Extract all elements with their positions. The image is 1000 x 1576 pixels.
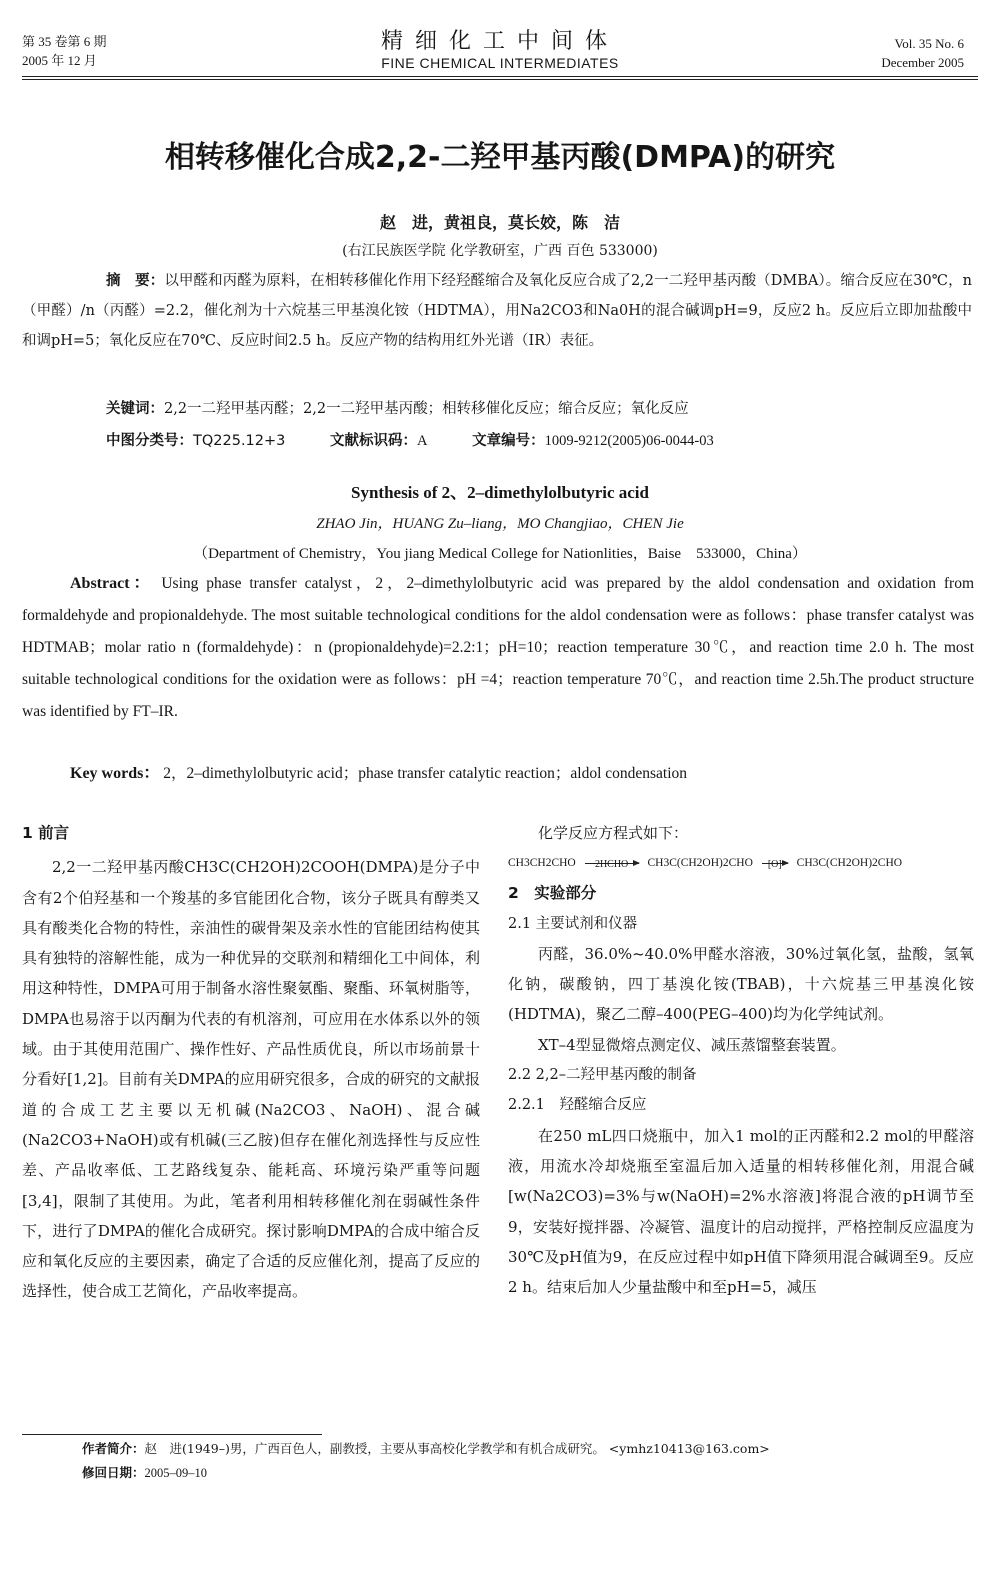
footnote-revised-date: 2005–09–10 [144, 1466, 208, 1480]
eq-product: CH3C(CH2OH)2CHO [796, 857, 903, 870]
footnote-author-text: 赵 进(1949–)男，广西百色人，副教授，主要从事高校化学教学和有机合成研究。 <ymhz10413@163.com> [144, 1441, 770, 1456]
introduction-paragraph: 2,2一二羟甲基丙酸CH3C(CH2OH)2COOH(DMPA)是分子中含有2个伯羟基和一个羧基的多官能团化合物，该分子既具有醇类又具有酸类化合物的特性，亲油性的碳骨架及亲水性的官能团结构使其具有独特的溶解性能，成为一种优异的交联剂和精细化工中间体，利用这种特性，DMPA可用于制备水溶性聚氨酯、聚酯、环氧树脂等，DMPA也易溶于以丙酮为代表的有机溶剂，可应用在水体系以外的领域。由于其使用范围广、操作性好、产品性质优良，所以市场前景十分看好[1,2]。目前有关DMPA的应用研究很多，合成的研究的文献报道的合成工艺主要以无机碱(Na2CO3、NaOH)、混合碱(Na2CO3+NaOH)或有机碱(三乙胺)但存在催化剂选择性与反应性差、产品收率低、工艺路线复杂、能耗高、环境污染严重等问题[3,4]，限制了其使用。为此，笔者利用相转移催化剂在弱碱性条件下，进行了DMPA的催化合成研究。探讨影响DMPA的合成中缩合反应和氧化反应的主要因素，确定了合适的反应催化剂，提高了反应的选择性，使合成工艺简化，产品收率提高。 [22, 858, 480, 1301]
english-keywords-text: 2，2–dimethylolbutyric acid；phase transfer catalytic reaction；aldol condensation [163, 765, 688, 782]
journal-title-en: FINE CHEMICAL INTERMEDIATES [381, 55, 619, 71]
keywords-cn [106, 398, 976, 420]
english-abstract [22, 568, 974, 728]
abstract-cn [22, 266, 972, 356]
english-abstract-label: Abstract： [70, 575, 154, 592]
issue-date-cn: 2005 年 12 月 [22, 53, 97, 68]
left-column [22, 818, 480, 1307]
english-title: Synthesis of 2、2–dimethylolbutyric acid [351, 483, 649, 502]
clc-value: TQ225.12+3 [193, 433, 286, 449]
eq-arrow-2 [762, 859, 788, 871]
footnote-revised [22, 1462, 972, 1484]
eq-intermediate: CH3C(CH2OH)2CHO [647, 857, 753, 870]
journal-masthead [0, 24, 1000, 71]
footnote-author-label: 作者简介： [82, 1441, 145, 1456]
subsection-2-1-heading: 2.1 主要试剂和仪器 [508, 915, 638, 932]
english-affiliation: （Department of Chemistry，You jiang Medical College for Nationlities，Baise 533000，China） [193, 546, 807, 562]
journal-title-cn: 精细化工中间体 [380, 29, 619, 54]
doc-code-value: A [417, 433, 428, 449]
eq-reagent-2: [O] [767, 859, 782, 871]
abstract-cn-text: 以甲醛和丙醛为原料，在相转移催化作用下经羟醛缩合及氧化反应合成了2,2一二羟甲基丙酸（DMBA）。缩合反应在30℃，n（甲醛）/n（丙醛）=2.2，催化剂为十六烷基三甲基溴化铵（HDTMA），用Na2CO3和Na0H的混合碱调pH=9，反应2 h。反应后立即加盐酸中和调pH=5；氧化反应在70℃、反应时间2.5 h。反应产物的结构用红外光谱（IR）表征。 [22, 273, 972, 349]
subsection-2-2-1-heading: 2.2.1 羟醛缩合反应 [508, 1097, 647, 1114]
instruments-paragraph: XT–4型显微熔点测定仪、减压蒸馏整套装置。 [538, 1035, 846, 1054]
author-list: 赵 进，黄祖良，莫长姣，陈 洁 [379, 213, 620, 232]
english-keywords-label: Key words： [70, 765, 160, 782]
english-authors: ZHAO Jin，HUANG Zu–liang，MO Changjiao，CHEN Jie [316, 516, 684, 532]
reagents-paragraph: 丙醛，36.0%~40.0%甲醛水溶液，30%过氧化氢，盐酸，氢氧化钠，碳酸钠，四丁基溴化铵(TBAB)，十六烷基三甲基溴化铵(HDTMA)，聚乙二醇–400(PEG–400)均为化学纯试剂。 [508, 944, 974, 1024]
footnote-rule [22, 1434, 322, 1435]
classification-line [106, 430, 976, 452]
header-rule [22, 76, 978, 77]
article-number-label: 文章编号： [472, 433, 545, 449]
paper-title: 相转移催化合成2,2-二羟甲基丙酸(DMPA)的研究 [164, 140, 836, 175]
header-rule-double [22, 79, 978, 80]
affiliation: (右江民族医学院 化学教研室，广西 百色 533000) [342, 243, 658, 259]
doc-code-label: 文献标识码： [330, 433, 417, 449]
eq-reactant: CH3CH2CHO [508, 857, 576, 870]
eq-reagent-1: 2HCHO [594, 859, 629, 871]
eq-arrow-1 [585, 859, 639, 871]
section-1-heading: 1 前言 [22, 824, 70, 842]
issue-date-en: December 2005 [881, 55, 964, 70]
footnote-author [22, 1438, 972, 1460]
reaction-equation [508, 848, 974, 878]
abstract-cn-label: 摘 要： [106, 273, 165, 289]
english-abstract-text: Using phase transfer catalyst，2，2–dimethylolbutyric acid was prepared by the aldol condensation and oxidation from formaldehyde and propionaldehyde. The most suitable technological conditions for the aldol condensation were as follows：phase transfer catalyst was HDTMAB；molar ratio n (formaldehyde)：n (propionaldehyde)=2.2:1；pH=10；reaction temperature 30℃，and reaction time 2.0 h. The most suitable technological conditions for the oxidation were as follows：pH =4；reaction temperature 70℃，and reaction time 2.5h.The product structure was identified by FT–IR. [22, 575, 975, 720]
clc-label: 中图分类号： [106, 433, 193, 449]
equation-intro: 化学反应方程式如下： [538, 824, 689, 842]
issue-number-cn: 第 35 卷第 6 期 [22, 34, 107, 49]
issue-info-en [881, 34, 964, 72]
english-keywords [70, 760, 970, 783]
right-column [508, 818, 974, 1302]
article-number-value: 1009-9212(2005)06-0044-03 [544, 433, 714, 449]
section-2-heading: 2 实验部分 [508, 884, 597, 903]
issue-number-en: Vol. 35 No. 6 [894, 36, 964, 51]
keywords-cn-text: 2,2一二羟甲基丙醛；2,2一二羟甲基丙酸；相转移催化反应；缩合反应；氧化反应 [164, 401, 689, 417]
subsection-2-2-heading: 2.2 2,2–二羟甲基丙酸的制备 [508, 1067, 697, 1084]
keywords-cn-label: 关键词： [106, 401, 164, 417]
footnote-revised-label: 修回日期： [82, 1465, 145, 1480]
procedure-paragraph: 在250 mL四口烧瓶中，加入1 mol的正丙醛和2.2 mol的甲醛溶液，用流水冷却烧瓶至室温后加入适量的相转移催化剂，用混合碱[w(Na2CO3)=3%与w(NaOH)=2%水溶液]将混合液的pH调节至9，安装好搅拌器、冷凝管、温度计的启动搅拌，严格控制反应温度为30℃及pH值为9，在反应过程中如pH值下降须用混合碱调至9。反应2 h。结束后加人少量盐酸中和至pH=5，减压 [508, 1126, 974, 1297]
